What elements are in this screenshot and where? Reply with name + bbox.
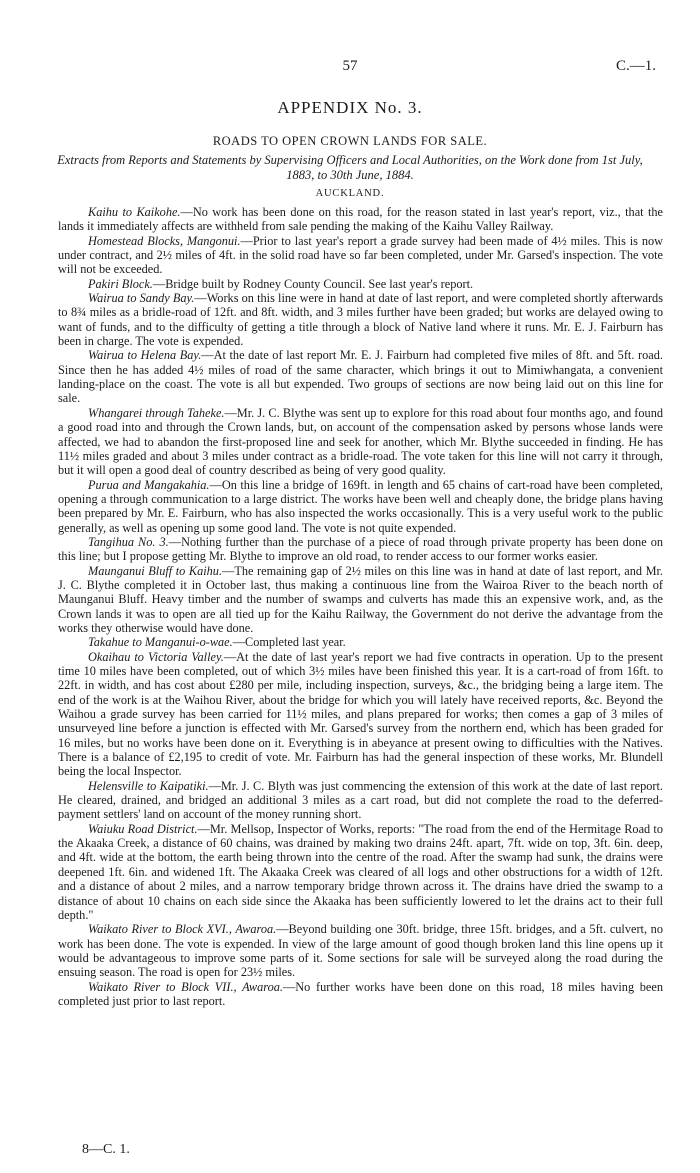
paragraph-heading: Whangarei through Taheke. <box>88 405 225 420</box>
paragraph-heading: Waiuku Road District. <box>88 821 198 836</box>
paragraph-text: —Mr. Mellsop, Inspector of Works, reports: "The road from the end of the Hermitage Road to the Akaaka Creek, a distance of 60 chains, was drained by making two drains 24ft. apart, 7ft. wide on top, 3ft. 6in. deep, and 4ft. wide at the bottom, the earth being thrown into the centre of the road. After the swamp had sunk, the drains were deepened 1ft. 6in. and widened 1ft. The Akaaka Creek was cleared of all logs and other obstructions for a width of 12ft. and a distance of about 2 miles, and a narrow temporary bridge thrown across it. The drains have dried the swamp to a distance of about 10 chains on each side since the Akaaka has been sufficiently lowered to let the drains act to their full depth." <box>58 821 663 922</box>
paragraph-text: —The remaining gap of 2½ miles on this line was in hand at date of last report, and Mr. J. C. Blythe completed it in October last, thus making a continuous line from the Wairoa River to the beach north of Maunganui Bluff. Heavy timber and the number of swamps and culverts has made this an expensive work, and, as the Crown lands it was to open are all tied up for the Kaihu Railway, the Government do not derive the advantage from the works they otherwise would have done. <box>58 563 663 635</box>
signature-mark: 8—C. 1. <box>82 1142 130 1157</box>
paragraph-heading: Purua and Mangakahia. <box>88 477 210 492</box>
paragraph-text: —Works on this line were in hand at date of last report, and were completed shortly afterwards to 8¾ miles as a bridle-road of 12ft. and 8ft. width, and 3 miles further have been graded; but works are delayed owing to want of funds, and to the difficulty of getting a title through a block of Native land where it runs. Mr. E. J. Fairburn has been in charge. The vote is expended. <box>58 291 663 349</box>
paragraph-waiuku <box>58 822 663 922</box>
paragraph-heading: Waikato River to Block XVI., Awaroa. <box>88 922 277 937</box>
paragraph-text: —Beyond building one 30ft. bridge, three 15ft. bridges, and a 5ft. culvert, no work has been done. The vote is expended. In view of the large amount of good though broken land this line opens up it would be advantageous to improve some parts of it. Some sections for sale will be surveyed along the road during the ensuing season. The road is open for 23½ miles. <box>58 922 663 980</box>
paragraph-helensville <box>58 779 663 822</box>
paragraph-wairua-helena-bay <box>58 348 663 405</box>
paragraph-pakiri-block <box>58 277 663 291</box>
paragraph-purua-mangakahia <box>58 478 663 535</box>
paragraph-kaihu-kaikohe <box>58 205 663 234</box>
appendix-title: APPENDIX No. 3. <box>277 98 423 117</box>
paragraph-heading: Pakiri Block. <box>88 276 153 291</box>
paragraph-waikato-block-xvi <box>58 922 663 979</box>
paragraph-text: —Completed last year. <box>232 635 346 650</box>
paragraph-text: —Prior to last year's report a grade survey had been made of 4½ miles. This is now under contract, and 2½ miles of 4ft. in the solid road have so far been completed, under Mr. Garsed's inspection. The vote will not be exceeded. <box>58 233 663 277</box>
paragraph-text: —Mr. J. C. Blyth was just commencing the extension of this work at the date of last report. He cleared, drained, and bridged an additional 3 miles as a cart road, but did not complete the road to the deferred-payment settlers' land on account of the money running short. <box>58 778 663 822</box>
paragraph-heading: Okaihau to Victoria Valley. <box>88 649 224 664</box>
report-body <box>58 205 663 1008</box>
paragraph-takahue <box>58 635 663 649</box>
paragraph-maunganui-bluff <box>58 564 663 636</box>
paragraph-okaihau <box>58 650 663 779</box>
paragraph-tangihua <box>58 535 663 564</box>
paragraph-text: —Nothing further than the purchase of a piece of road through private property has been done on this line; but I propose getting Mr. Blythe to improve an old road, to render access to our former works easier. <box>58 534 663 564</box>
paragraph-heading: Homestead Blocks, Mangonui. <box>88 233 241 248</box>
paragraph-text: —Mr. J. C. Blythe was sent up to explore for this road about four months ago, and found a good road into and through the Crown lands, but, on account of the compensation asked by persons whose lands were affected, we had to abandon the first-proposed line and seek for another, which Mr. Blythe succeeded in finding. He has 11½ miles graded and about 3 miles under contract as a bridle-road. The vote taken for this line will not carry it through, but it will open a good deal of country described as being of very good quality. <box>58 405 663 478</box>
paragraph-heading: Wairua to Sandy Bay. <box>88 291 195 306</box>
paragraph-wairua-sandy-bay <box>58 291 663 348</box>
paragraph-text: —At the date of last report Mr. E. J. Fairburn had completed five miles of 8ft. and 5ft. road. Since then he has added 4½ miles of road of the same character, which brings it out to Mimiwhangata, a convenient landing-place on the coast. The vote is all but expended. Two groups of sections are now being laid out on this line for sale. <box>58 348 663 406</box>
paragraph-text: —Bridge built by Rodney County Council. See last year's report. <box>152 276 474 291</box>
paragraph-text: —No further works have been done on this road, 18 miles having been completed just prior to last report. <box>58 979 663 1008</box>
subtitle: Extracts from Reports and Statements by Supervising Officers and Local Authorities, on the Work done from 1st July, 1883, to 30th June, 1884. <box>57 153 643 182</box>
paragraph-text: —On this line a bridge of 169ft. in length and 65 chains of cart-road have been completed, opening a through communication to a large district. The works have been well and cheaply done, the bridge plans having been prepared by Mr. E. Fairburn, who has also inspected the works occasionally. This is a very useful work to the public generally, as well as opening up some good land. The vote is not quite expended. <box>58 477 663 535</box>
paragraph-text: —At the date of last year's report we had five contracts in operation. Up to the present time 10 miles have been completed, out of which 3½ miles have been finished this year. It is a cart-road of from 16ft. to 22ft. in width, and has cost about £280 per mile, including inspection, surveys, &c., the bridging being a large item. The end of the work is at the Waihou River, about the bridge for which you will lately have received reports, &c. Beyond the Waihou a grade survey has been carried for 11½ miles, and plans prepared for works; then comes a gap of 3 miles of unsurveyed line before a junction is effected with Mr. Garsed's survey from the northern end, which has been graded for 16 miles, but no works have been done on it. Everything is in abeyance at present owing to difficulties with the Natives. There is a balance of £2,195 to credit of vote. Mr. Fairburn has had the general inspection of these works, Mr. Blundell being the local Inspector. <box>58 649 663 779</box>
paragraph-homestead-blocks <box>58 234 663 277</box>
page-number: 57 <box>342 58 358 74</box>
paragraph-heading: Waikato River to Block VII., Awaroa. <box>88 979 283 994</box>
paragraph-heading: Tangihua No. 3. <box>88 534 169 549</box>
paragraph-heading: Helensville to Kaipatiki. <box>88 778 209 793</box>
main-title: ROADS TO OPEN CROWN LANDS FOR SALE. <box>212 134 488 148</box>
paragraph-heading: Wairua to Helena Bay. <box>88 348 202 363</box>
region-heading: AUCKLAND. <box>315 188 385 199</box>
document-reference: C.—1. <box>615 58 656 74</box>
paragraph-heading: Kaihu to Kaikohe. <box>88 205 181 219</box>
paragraph-waikato-block-vii <box>58 980 663 1009</box>
paragraph-whangarei-taheke <box>58 406 663 478</box>
paragraph-text: —No work has been done on this road, for the reason stated in last year's report, viz., that the lands it immediately affects are withheld from sale pending the making of the Kaihu Valley Railway. <box>58 205 663 234</box>
paragraph-heading: Maunganui Bluff to Kaihu. <box>88 563 223 578</box>
paragraph-heading: Takahue to Manganui-o-wae. <box>88 635 233 650</box>
